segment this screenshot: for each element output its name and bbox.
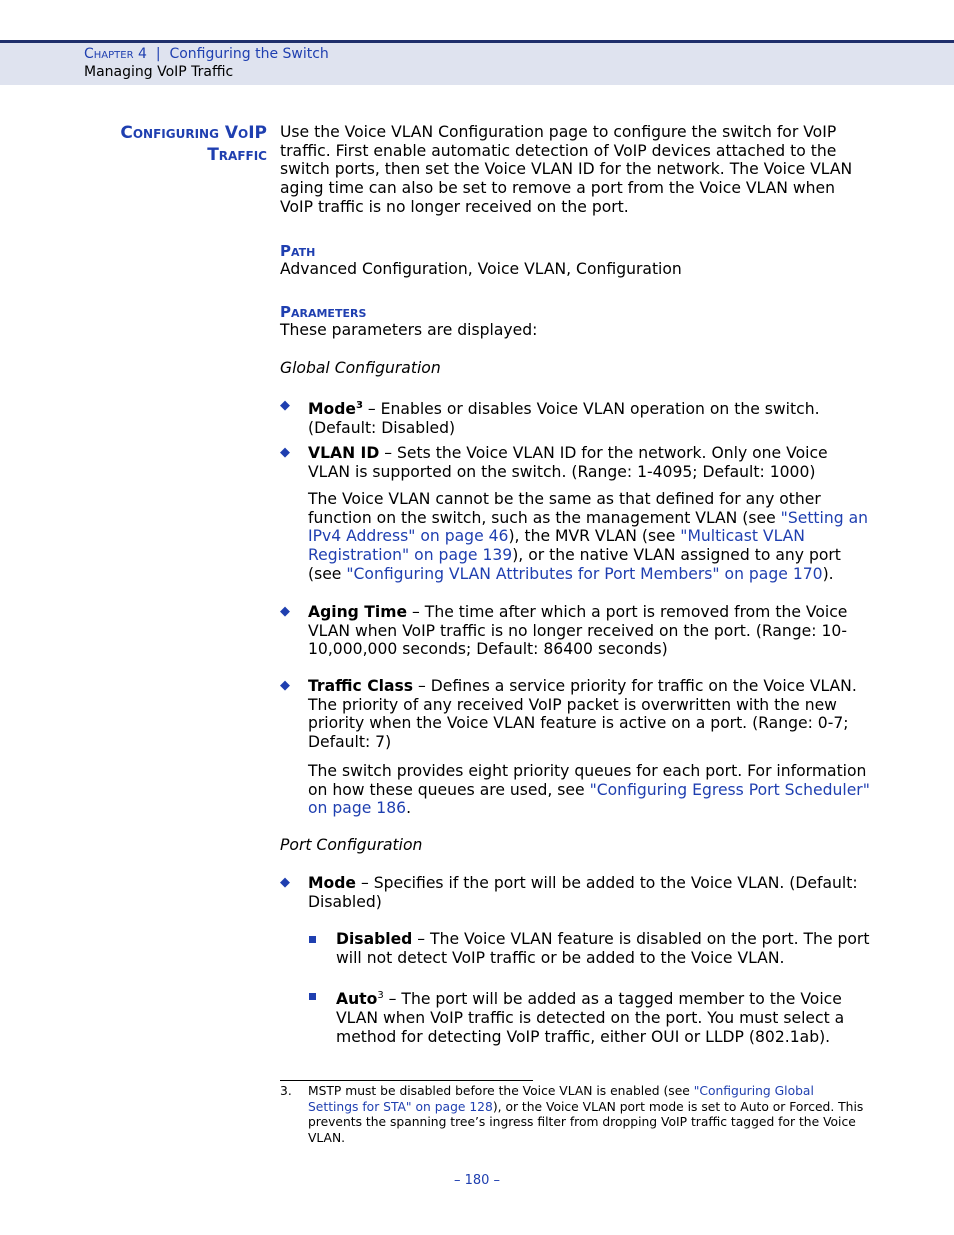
section-title bbox=[60, 122, 267, 166]
param-traffic-class bbox=[308, 677, 870, 752]
param-term: Mode bbox=[308, 400, 356, 419]
note-text: ). bbox=[822, 564, 834, 583]
path-text: Advanced Configuration, Voice VLAN, Configuration bbox=[280, 260, 682, 278]
traffic-class-note bbox=[308, 762, 870, 818]
option-term: Disabled bbox=[336, 930, 413, 948]
port-config-heading: Port Configuration bbox=[280, 836, 423, 854]
note-text: The switch provides eight priority queues for each port. For information on how these queues are used, see bbox=[308, 762, 867, 799]
option-term: Auto bbox=[336, 990, 378, 1009]
option-desc: – The port will be added as a tagged member to the Voice VLAN when VoIP traffic is detected on the port. You must select a method for detecting VoIP traffic, either OUI or LLDP (802.1ab). bbox=[336, 990, 845, 1046]
param-term: Mode bbox=[308, 874, 356, 892]
running-header-chapter bbox=[84, 46, 329, 62]
vlan-id-note bbox=[308, 490, 870, 584]
parameters-text: These parameters are displayed: bbox=[280, 321, 538, 339]
param-mode-global bbox=[308, 397, 870, 438]
note-text: ), the MVR VLAN (see bbox=[508, 527, 681, 546]
link-mvr[interactable]: "Multicast VLAN Registration" on page 139 bbox=[308, 527, 805, 565]
param-vlan-id bbox=[308, 444, 870, 481]
link-vlan-attributes[interactable]: "Configuring VLAN Attributes for Port Members" on page 170 bbox=[346, 564, 823, 583]
param-desc: – Defines a service priority for traffic on the Voice VLAN. The priority of any received VoIP packet is overwritten with the new priority when the Voice VLAN feature is active on a port. (Range: 0-7; Default: 7) bbox=[308, 677, 857, 752]
header-separator: | bbox=[155, 46, 161, 62]
footnote-ref[interactable]: 3 bbox=[377, 990, 384, 1001]
bullet-diamond-icon: ◆ bbox=[280, 875, 290, 890]
bullet-diamond-icon: ◆ bbox=[280, 604, 290, 619]
mode-option-auto bbox=[336, 987, 870, 1046]
note-text: . bbox=[406, 799, 412, 818]
param-desc: – Sets the Voice VLAN ID for the network. Only one Voice VLAN is supported on the switch. (Range: 1-4095; Default: 1000) bbox=[308, 444, 828, 481]
bullet-diamond-icon: ◆ bbox=[280, 445, 290, 460]
bullet-diamond-icon: ◆ bbox=[280, 678, 290, 693]
link-egress-scheduler[interactable]: "Configuring Egress Port Scheduler" on page 186 bbox=[308, 780, 870, 818]
param-mode-port bbox=[308, 874, 870, 911]
path-heading: Path bbox=[280, 242, 316, 260]
global-config-heading: Global Configuration bbox=[280, 359, 441, 377]
footnote-part: ), or the Voice VLAN port mode is set to Auto or Forced. This prevents the spanning tree’s ingress filter from dropping VoIP traffic tagged for the Voice VLAN. bbox=[308, 1099, 864, 1145]
parameters-heading: Parameters bbox=[280, 303, 367, 321]
running-header-section: Managing VoIP Traffic bbox=[84, 64, 234, 80]
section-title-line1: Configuring VoIP bbox=[120, 123, 267, 143]
chapter-title: Configuring the Switch bbox=[169, 46, 329, 62]
mode-option-disabled bbox=[336, 930, 870, 967]
section-title-line2: Traffic bbox=[207, 145, 267, 165]
param-desc: – Specifies if the port will be added to the Voice VLAN. (Default: Disabled) bbox=[308, 874, 858, 911]
link-sta-settings[interactable]: "Configuring Global Settings for STA" on page 128 bbox=[308, 1084, 814, 1114]
footnote-text bbox=[308, 1084, 868, 1146]
note-text: ), or the native VLAN assigned to any port (see bbox=[308, 546, 841, 583]
footnote-number: 3. bbox=[280, 1084, 292, 1098]
bullet-diamond-icon: ◆ bbox=[280, 398, 290, 413]
param-desc: – The time after which a port is removed from the Voice VLAN when VoIP traffic is no longer received on the port. (Range: 10-10,000,000 seconds; Default: 86400 seconds) bbox=[308, 603, 848, 659]
param-term: VLAN ID bbox=[308, 444, 380, 462]
param-aging-time bbox=[308, 603, 870, 659]
chapter-label: Chapter 4 bbox=[84, 46, 147, 62]
param-term: Aging Time bbox=[308, 603, 408, 621]
link-setting-ipv4[interactable]: "Setting an IPv4 Address" on page 46 bbox=[308, 508, 869, 546]
param-term: Traffic Class bbox=[308, 677, 414, 695]
footnote-part: MSTP must be disabled before the Voice VLAN is enabled (see bbox=[308, 1084, 694, 1098]
intro-paragraph: Use the Voice VLAN Configuration page to configure the switch for VoIP traffic. First enable automatic detection of VoIP devices attached to the switch ports, then set the Voice VLAN ID for the network. The Voice VLAN aging time can also be set to remove a port from the Voice VLAN when VoIP traffic is no longer received on the port. bbox=[280, 123, 853, 216]
param-desc: – Enables or disables Voice VLAN operation on the switch. (Default: Disabled) bbox=[308, 400, 820, 437]
footnote-rule bbox=[280, 1080, 533, 1081]
bullet-square-icon bbox=[309, 993, 316, 1000]
bullet-square-icon bbox=[309, 936, 316, 943]
page-number: – 180 – bbox=[453, 1173, 501, 1188]
footnote-ref[interactable]: 3 bbox=[355, 400, 363, 411]
note-text: The Voice VLAN cannot be the same as that defined for any other function on the switch, such as the management VLAN (see bbox=[308, 490, 821, 527]
option-desc: – The Voice VLAN feature is disabled on the port. The port will not detect VoIP traffic or be added to the Voice VLAN. bbox=[336, 930, 870, 967]
